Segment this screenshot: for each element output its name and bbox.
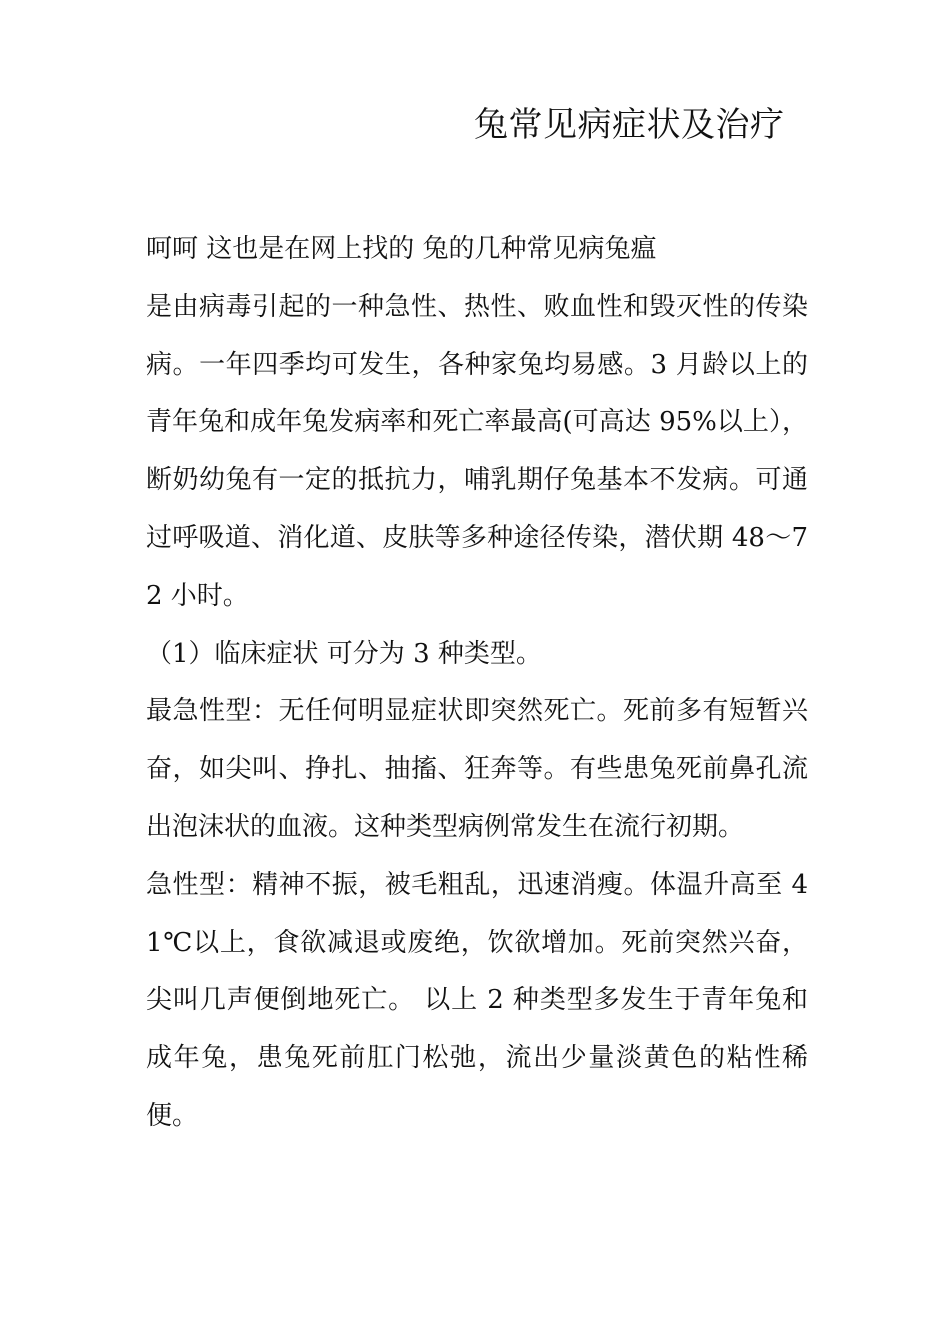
acute-type-paragraph: 急性型：精神不振，被毛粗乱，迅速消瘦。体温升高至 41℃以上，食欲减退或废绝，饮欲增加。死前突然兴奋，尖叫几声便倒地死亡。 以上 2 种类型多发生于青年兔和成年兔，患兔死前肛门松弛，流出少量淡黄色的粘性稀便。 — [146, 869, 808, 1131]
peracute-type-paragraph: 最急性型：无任何明显症状即突然死亡。死前多有短暂兴奋，如尖叫、挣扎、抽搐、狂奔等。有些患兔死前鼻孔流出泡沫状的血液。这种类型病例常发生在流行初期。 — [146, 696, 808, 842]
clinical-symptoms-heading: （1）临床症状 可分为 3 种类型。 — [146, 638, 542, 669]
rabbit-plague-description: 是由病毒引起的一种急性、热性、败血性和毁灭性的传染病。一年四季均可发生，各种家兔均易感。3 月龄以上的青年兔和成年兔发病率和死亡率最高(可高达 95%以上），断奶幼兔有一定的抵抗力，哺乳期仔兔基本不发病。可通过呼吸道、消化道、皮肤等多种途径传染，潜伏期 48～72 小时。 — [146, 291, 808, 611]
document-title: 兔常见病症状及治疗 — [474, 105, 785, 145]
intro-paragraph: 呵呵 这也是在网上找的 兔的几种常见病兔瘟 — [146, 234, 657, 264]
document-body — [146, 221, 808, 1146]
